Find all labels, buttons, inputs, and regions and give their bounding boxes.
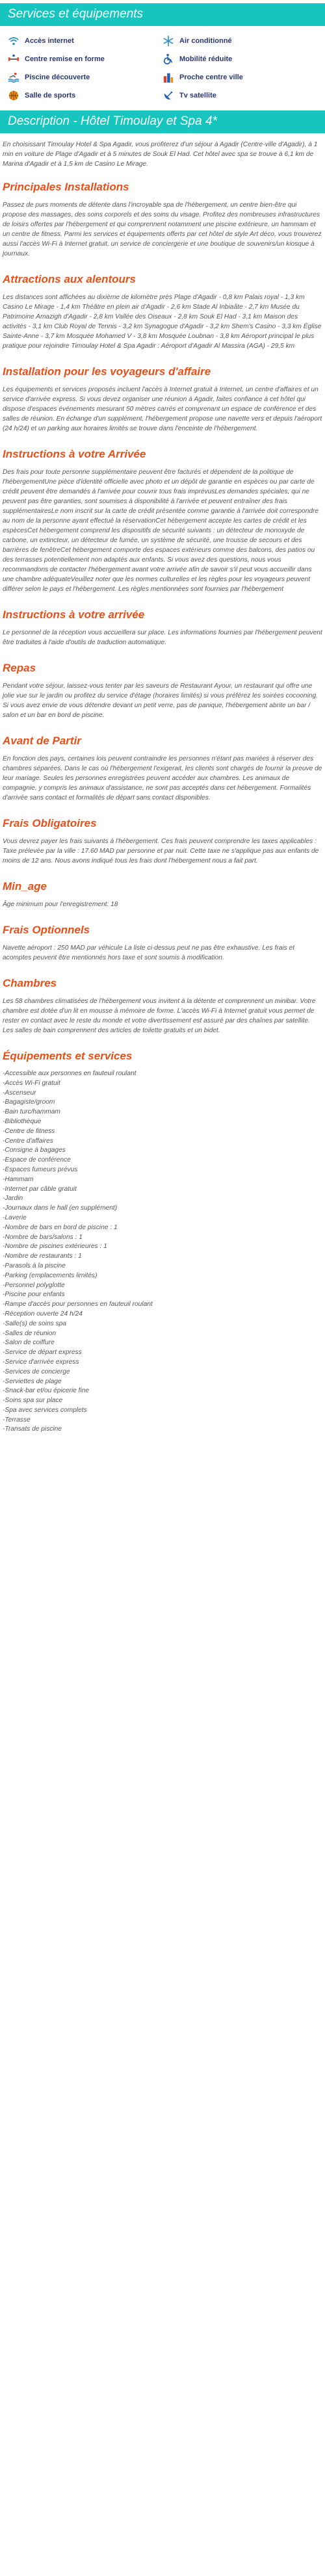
list-item: -Centre de fitness — [3, 1127, 55, 1135]
service-label: Centre remise en forme — [25, 55, 105, 63]
list-item: -Ascenseur — [3, 1089, 36, 1097]
city-icon — [162, 72, 174, 83]
intro-text: En choisissant Timoulay Hotel & Spa Agadir, vous profiterez d'un séjour à Agadir (Centre-ville d'Agadir), à 1 min en voiture de Plage d'Agadir et à 5 minutes de Souk El Had. Cet hôtel avec spa se trouve à 6,1 km de Marina d'Agadir et à 1,5 km de Casino Le Mirage. — [3, 141, 318, 168]
service-pool — [8, 72, 162, 83]
list-item: -Réception ouverte 24 h/24 — [3, 1310, 83, 1318]
list-item: -Salon de coiffure — [3, 1339, 55, 1347]
service-label: Tv satellite — [179, 92, 216, 99]
list-item: -Terrasse — [3, 1416, 31, 1424]
list-item: -Journaux dans le hall (en supplément) — [3, 1204, 118, 1212]
list-item: -Serviettes de plage — [3, 1377, 62, 1385]
section-text-before-leaving: En fonction des pays, certaines lois peuvent contraindre les personnes n'étant pas mariées à réserver des chambres séparées. Dans le cas où l'hébergement l'exigerait, les clients sont chargés de fournir la preuve de leur mariage. Seules les personnes enregistrées peuvent accéder aux chambres. Les animaux de compagnie, y compris les animaux d'assistance, ne sont pas acceptés dans cet hébergement. Formalités d'arrivée sans contact et formalités de départ sans contact disponibles. — [3, 755, 322, 801]
section-text-attractions: Les distances sont affichées au dixième de kilomètre près Plage d'Agadir - 0,8 km Palais royal - 1,3 km Casino Le Mirage - 1,4 km Théâtre en plein air d'Agadir - 2,6 km Stade Al Inbiaâte - 2,7 km Musée du Patrimoine Amazigh d'Agadir - 2,8 km Vallée des Oiseaux - 2,8 km Souk El Had - 3,1 km Maison des activités - 3,1 km Club Royal de Tennis - 3,2 km Synagogue d'Agadir - 3,2 km Shem's Casino - 3,3 km Église Sainte-Anne - 3,7 km Mosquée Mohamed V - 3,8 km Mosquée Loubnan - 3,8 km Aéroport principal le plus pratique pour rejoindre Timoulay Hotel & Spa Agadir : Aéroport d'Agadir Al Massira (AGA) - 29,5 km — [3, 294, 322, 350]
service-label: Accès internet — [25, 37, 74, 45]
list-item: -Rampe d'accès pour personnes en fauteuil roulant — [3, 1301, 153, 1308]
satellite-icon — [162, 90, 174, 101]
list-item: -Bibliothèque — [3, 1117, 42, 1125]
dumbbell-icon — [8, 53, 20, 65]
description-content — [0, 140, 325, 1441]
section-title-business: Installation pour les voyageurs d'affaire — [3, 365, 211, 378]
list-item: -Bagagiste/groom — [3, 1099, 55, 1106]
section-title-mandatory-fees: Frais Obligatoires — [3, 817, 97, 829]
list-item: -Nombre de bars/salons : 1 — [3, 1233, 83, 1241]
list-item: -Accessible aux personnes en fauteuil roulant — [3, 1070, 136, 1077]
service-label: Salle de sports — [25, 92, 76, 99]
section-text-installations: Passez de purs moments de détente dans l'incroyable spa de l'hébergement, un centre bien-être qui propose des massages, des soins corporels et des soins du visage. Profitez des nombreuses infrastructures de loisirs offertes par l'hébergement et qui comprennent notamment une piscine extérieure, un hammam et un centre de fitness. Parmi les services et équipements offerts par cet hôtel de style Art déco, vous trouverez aussi l'accès Wi-Fi à Internet gratuit, un service de conciergerie et une boutique de souvenirs/un kiosque à journaux. — [3, 202, 322, 257]
list-item: -Bain turc/hammam — [3, 1108, 60, 1116]
list-item: -Jardin — [3, 1195, 23, 1203]
list-item: -Consigne à bagages — [3, 1147, 66, 1154]
list-item: -Snack-bar et/ou épicerie fine — [3, 1387, 90, 1395]
list-item: -Spa avec services complets — [3, 1406, 87, 1414]
section-text-mandatory-fees: Vous devrez payer les frais suivants à l'hébergement. Ces frais peuvent comprendre les taxes applicables : Taxe prélevée par la ville : 17.60 MAD par personne et par nuit. Cette taxe ne s'applique pas aux enfants de moins de 12 ans. Nous avons indiqué tous les frais dont l'hébergement nous a fait part. — [3, 838, 319, 865]
basketball-icon — [8, 90, 20, 101]
list-item: -Salle(s) de soins spa — [3, 1320, 66, 1327]
section-title-rooms: Chambres — [3, 977, 57, 989]
section-title-attractions: Attractions aux alentours — [3, 273, 136, 285]
section-text-optional-fees: Navette aéroport : 250 MAD par véhicule La liste ci-dessus peut ne pas être exhaustive. Les frais et acomptes peuvent être mentionnés hors taxe et sont soumis à modification. — [3, 944, 295, 961]
snowflake-icon — [162, 35, 174, 47]
services-banner — [0, 3, 325, 26]
service-fitness — [8, 53, 162, 65]
list-item: -Services de concierge — [3, 1368, 70, 1375]
service-label: Piscine découverte — [25, 73, 90, 81]
service-internet — [8, 35, 162, 47]
service-air-conditioning — [162, 35, 317, 47]
service-label: Mobilité réduite — [179, 55, 233, 63]
section-text-arrival-instructions: Des frais pour toute personne supplémentaire peuvent être facturés et dépendent de la politique de l'hébergementUne pièce d'identité officielle avec photo et un dépôt de garantie en espèces ou par carte de crédit peuvent être demandés à l'arrivée pour couvrir tous frais imprévusLes demandes spéciales, qui ne peuvent pas être garanties, sont soumises à disponibilité à l'arrivée et peuvent entraîner des frais supplémentairesLe nom inscrit sur la carte de crédit présentée comme garantie à l'arrivée doit correspondre au nom de la personne ayant effectué la réservationCet hébergement accepte les cartes de crédit et les espècesCet hébergement comprend les dispositifs de sécurité suivants : un détecteur de monoxyde de carbone, un extincteur, un détecteur de fumée, un système de sécurité, une trousse de secours et des barrières de fenêtreCet hébergement comporte des espaces extérieurs comme des balcons, des patios ou des terrasses potentiellement non adaptés aux enfants. Si vous avez des questions, nous vous recommandons de contacter l'hébergement avant votre arrivée afin de savoir s'il peut vous accueillir dans une chambre adéquateVeuillez noter que les normes culturelles et les règles pour les voyageurs peuvent différer selon le pays et l'hébergement. Les règles mentionnées sont fournies par l'hébergement — [3, 469, 319, 593]
list-item: -Internet par câble gratuit — [3, 1185, 77, 1193]
section-title-arrival-instructions: Instructions à votre Arrivée — [3, 448, 146, 460]
equipment-list — [3, 1069, 322, 1435]
list-item: -Soins spa sur place — [3, 1397, 63, 1405]
list-item: -Transats de piscine — [3, 1425, 62, 1433]
services-grid — [0, 26, 325, 111]
section-text-arrival: Le personnel de la réception vous accueillera sur place. Les informations fournies par l'hébergement peuvent être traduites à l'aide d'outils de traduction automatique. — [3, 629, 322, 646]
section-title-meals: Repas — [3, 662, 36, 674]
description-banner — [0, 111, 325, 133]
wifi-icon — [8, 35, 20, 47]
list-item: -Salles de réunion — [3, 1329, 57, 1337]
description-title: Description - Hôtel Timoulay et Spa 4* — [8, 114, 217, 128]
service-label: Air conditionné — [179, 37, 232, 45]
section-text-rooms: Les 58 chambres climatisées de l'hébergement vous invitent à la détente et comprennent un minibar. Votre chambre est dotée d'un lit en mousse à mémoire de forme. L'accès Wi-Fi à Internet gratuit vous permet de rester en contact avec le reste du monde et votre divertissement est assuré par des chaînes par satellite. Les salles de bain comprennent des articles de toilette gratuits et un bidet. — [3, 998, 316, 1034]
section-text-business: Les équipements et services proposés incluent l'accès à Internet gratuit à Internet, un centre d'affaires et un service d'arrivée express. Si vous devez organiser une réunion à Agadir, faites confiance à cet hôtel qui dispose d'espaces événements mesurant 50 mètres carrés et comprenant un espace de conférence et des salles de réunion. En échange d'un supplément, l'hébergement propose une navette vers et depuis l'aéroport (24 h/24) et un parking aux horaires limités se trouve dans l'enceinte de l'hébergement. — [3, 386, 322, 432]
list-item: -Hammam — [3, 1175, 34, 1183]
section-text-min-age: Âge minimum pour l'enregistrement: 18 — [3, 901, 118, 908]
list-item: -Personnel polyglotte — [3, 1281, 65, 1289]
list-item: -Piscine pour enfants — [3, 1291, 65, 1299]
pool-icon — [8, 72, 20, 83]
section-title-min-age: Min_age — [3, 880, 47, 892]
section-title-installations: Principales Installations — [3, 181, 129, 193]
list-item: -Service de départ express — [3, 1349, 82, 1357]
list-item: -Parasols à la piscine — [3, 1262, 66, 1269]
services-title: Services et équipements — [8, 7, 144, 21]
list-item: -Service d'arrivée express — [3, 1358, 79, 1366]
list-item: -Nombre de piscines extérieures : 1 — [3, 1243, 107, 1251]
section-title-before-leaving: Avant de Partir — [3, 735, 81, 747]
service-label: Proche centre ville — [179, 73, 243, 81]
section-title-arrival: Instructions à votre arrivée — [3, 608, 145, 621]
list-item: -Espace de conférence — [3, 1156, 71, 1164]
section-title-equipment: Équipements et services — [3, 1050, 133, 1062]
service-sports-hall — [8, 90, 162, 101]
wheelchair-icon — [162, 53, 174, 65]
list-item: -Nombre de restaurants : 1 — [3, 1253, 82, 1260]
list-item: -Parking (emplacements limités) — [3, 1271, 98, 1279]
list-item: -Centre d'affaires — [3, 1137, 53, 1145]
section-text-meals: Pendant votre séjour, laissez-vous tenter par les saveurs de Restaurant Ayour, un restaurant qui offre une jolie vue sur le jardin ou profitez du service d'étage (horaires limités) si vous préférez les soirées cocooning. Si vous avez envie de vous détendre devant un petit verre, pas de panique, l'hébergement abrite un bar / salon et un bar en bord de piscine. — [3, 683, 318, 719]
service-satellite-tv — [162, 90, 317, 101]
list-item: -Nombre de bars en bord de piscine : 1 — [3, 1223, 118, 1231]
service-reduced-mobility — [162, 53, 317, 65]
list-item: -Espaces fumeurs prévus — [3, 1165, 78, 1173]
service-city-center — [162, 72, 317, 83]
list-item: -Laverie — [3, 1214, 27, 1221]
list-item: -Accès Wi-Fi gratuit — [3, 1079, 60, 1087]
section-title-optional-fees: Frais Optionnels — [3, 924, 90, 936]
